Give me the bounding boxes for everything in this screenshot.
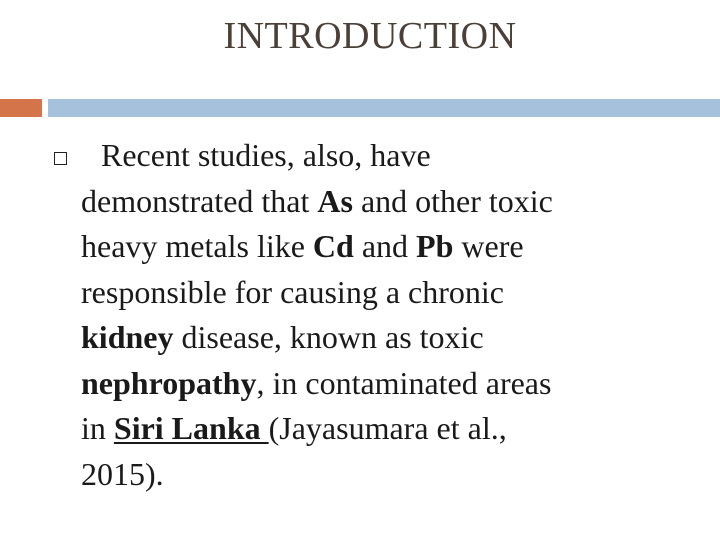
text-segment: (Jayasumara et al., <box>268 410 507 446</box>
bold-term-as: As <box>317 182 353 219</box>
text-line <box>81 270 706 316</box>
text-line <box>81 133 706 179</box>
bullet-text <box>81 133 706 497</box>
text-line <box>81 406 706 452</box>
text-segment: were <box>453 228 524 264</box>
square-bullet-icon <box>54 152 67 165</box>
text-line <box>81 224 706 270</box>
text-segment: Recent studies, also, have <box>101 137 431 173</box>
underlined-term-siri-lanka: Siri Lanka <box>113 410 269 446</box>
text-segment: in <box>81 410 114 446</box>
text-segment: responsible for causing a chronic <box>81 273 504 310</box>
text-segment: 2015). <box>81 455 164 492</box>
text-segment: demonstrated that <box>81 182 318 219</box>
text-line <box>81 452 706 498</box>
text-segment: and <box>353 228 417 264</box>
accent-bar-left <box>0 99 42 117</box>
text-line <box>81 315 706 361</box>
text-line <box>81 179 706 225</box>
slide-title: INTRODUCTION <box>223 15 517 57</box>
text-segment: heavy metals like <box>81 228 313 264</box>
accent-bar-right <box>48 99 720 117</box>
text-segment: , in contaminated areas <box>256 364 552 401</box>
text-segment: disease, known as toxic <box>173 319 484 355</box>
bold-term-cd: Cd <box>312 228 354 264</box>
bold-term-nephropathy: nephropathy <box>81 364 257 401</box>
bold-term-pb: Pb <box>416 228 454 264</box>
bold-term-kidney: kidney <box>81 319 174 355</box>
text-line <box>81 361 706 407</box>
text-segment: and other toxic <box>352 182 553 219</box>
